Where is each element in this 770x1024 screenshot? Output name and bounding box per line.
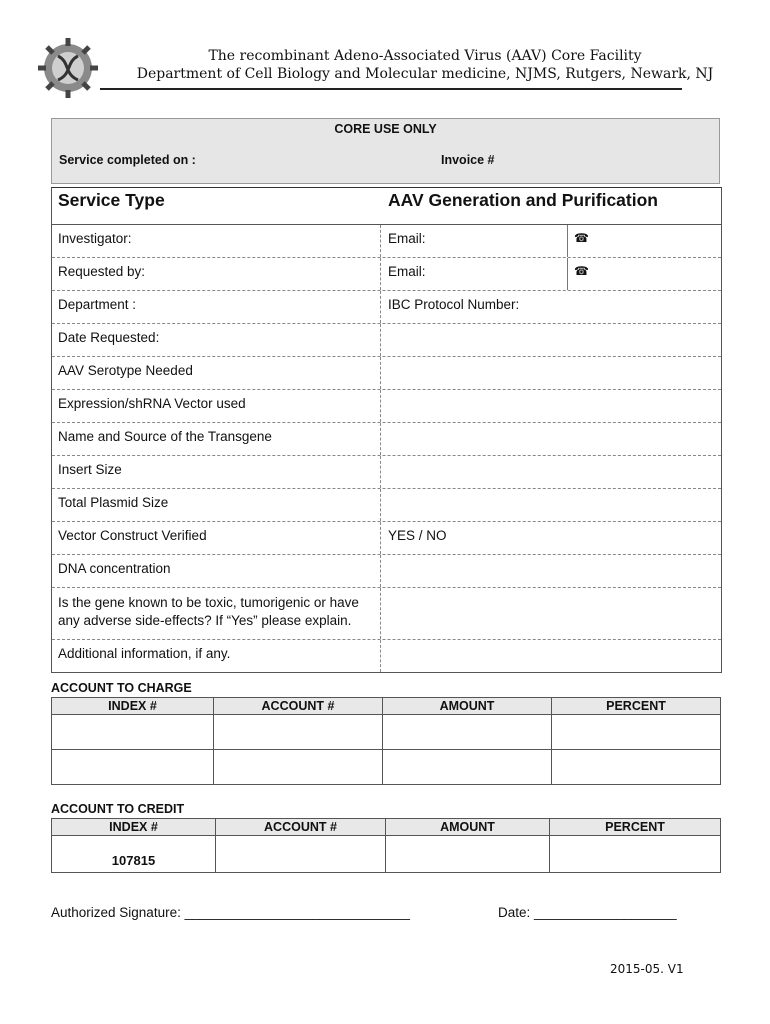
transgene-row[interactable] [52, 422, 721, 455]
date-field[interactable]: Date: ___________________ [498, 905, 677, 920]
charge-percent-header: PERCENT [552, 698, 721, 715]
credit-index-header: INDEX # [52, 819, 216, 836]
account-charge-title: ACCOUNT TO CHARGE [51, 681, 192, 695]
service-name: AAV Generation and Purification [388, 190, 658, 210]
version-label: 2015-05. V1 [610, 962, 684, 976]
facility-title: The recombinant Adeno-Associated Virus (AAV) Core Facility [208, 48, 642, 64]
vector-label: Expression/shRNA Vector used [58, 396, 246, 411]
requested-by-field[interactable]: Requested by: [58, 264, 146, 279]
header-divider [100, 88, 682, 90]
transgene-label: Name and Source of the Transgene [58, 429, 272, 444]
charge-account-cell[interactable] [214, 750, 383, 785]
credit-account-cell[interactable] [216, 836, 386, 873]
department-title: Department of Cell Biology and Molecular medicine, NJMS, Rutgers, Newark, NJ [136, 66, 714, 82]
credit-index-value[interactable]: 107815 [52, 836, 216, 873]
toxicity-line-1: Is the gene known to be toxic, tumorigenic or have [58, 595, 359, 610]
authorized-signature-field[interactable]: Authorized Signature: ______________________________ [51, 905, 410, 920]
date-requested-row[interactable] [52, 323, 721, 356]
verified-row[interactable] [52, 521, 721, 554]
charge-account-header: ACCOUNT # [214, 698, 383, 715]
charge-amount-header: AMOUNT [383, 698, 552, 715]
charge-index-cell[interactable] [52, 750, 214, 785]
yes-no-option[interactable]: YES / NO [388, 528, 447, 543]
charge-percent-cell[interactable] [552, 715, 721, 750]
core-use-box [51, 118, 720, 184]
credit-account-header: ACCOUNT # [216, 819, 386, 836]
insert-size-row[interactable] [52, 455, 721, 488]
charge-account-cell[interactable] [214, 715, 383, 750]
account-credit-table [51, 818, 721, 873]
core-use-title: CORE USE ONLY [334, 122, 437, 136]
requested-by-row[interactable] [52, 257, 721, 290]
service-type-label: Service Type [58, 190, 165, 210]
department-row[interactable] [52, 290, 721, 323]
credit-amount-cell[interactable] [386, 836, 550, 873]
requested-email-field[interactable]: Email: [388, 264, 426, 279]
charge-index-cell[interactable] [52, 715, 214, 750]
vector-row[interactable] [52, 389, 721, 422]
credit-percent-cell[interactable] [550, 836, 721, 873]
toxicity-line-2: any adverse side-effects? If “Yes” please explain. [58, 613, 352, 628]
investigator-email-field[interactable]: Email: [388, 231, 426, 246]
verified-label: Vector Construct Verified [58, 528, 207, 543]
phone-icon[interactable]: ☎ [574, 231, 589, 245]
investigator-row[interactable] [52, 224, 721, 257]
plasmid-size-label: Total Plasmid Size [58, 495, 169, 510]
charge-amount-cell[interactable] [383, 715, 552, 750]
dna-label: DNA concentration [58, 561, 171, 576]
service-type-row [52, 188, 721, 224]
toxicity-row[interactable] [52, 587, 721, 639]
serotype-row[interactable] [52, 356, 721, 389]
ibc-protocol-field[interactable]: IBC Protocol Number: [388, 297, 520, 312]
department-field[interactable]: Department : [58, 297, 137, 312]
invoice-field[interactable]: Invoice # [441, 153, 495, 167]
charge-percent-cell[interactable] [552, 750, 721, 785]
toxicity-label [58, 594, 359, 630]
additional-info-label: Additional information, if any. [58, 646, 231, 661]
phone-icon[interactable]: ☎ [574, 264, 589, 278]
plasmid-size-row[interactable] [52, 488, 721, 521]
charge-amount-cell[interactable] [383, 750, 552, 785]
account-credit-title: ACCOUNT TO CREDIT [51, 802, 185, 816]
service-completed-field[interactable]: Service completed on : [59, 153, 196, 167]
charge-index-header: INDEX # [52, 698, 214, 715]
credit-percent-header: PERCENT [550, 819, 721, 836]
account-charge-table [51, 697, 721, 785]
insert-size-label: Insert Size [58, 462, 122, 477]
service-request-table [51, 187, 722, 673]
additional-info-row[interactable] [52, 639, 721, 672]
dna-row[interactable] [52, 554, 721, 587]
credit-amount-header: AMOUNT [386, 819, 550, 836]
investigator-field[interactable]: Investigator: [58, 231, 132, 246]
date-requested-field[interactable]: Date Requested: [58, 330, 160, 345]
serotype-label: AAV Serotype Needed [58, 363, 193, 378]
